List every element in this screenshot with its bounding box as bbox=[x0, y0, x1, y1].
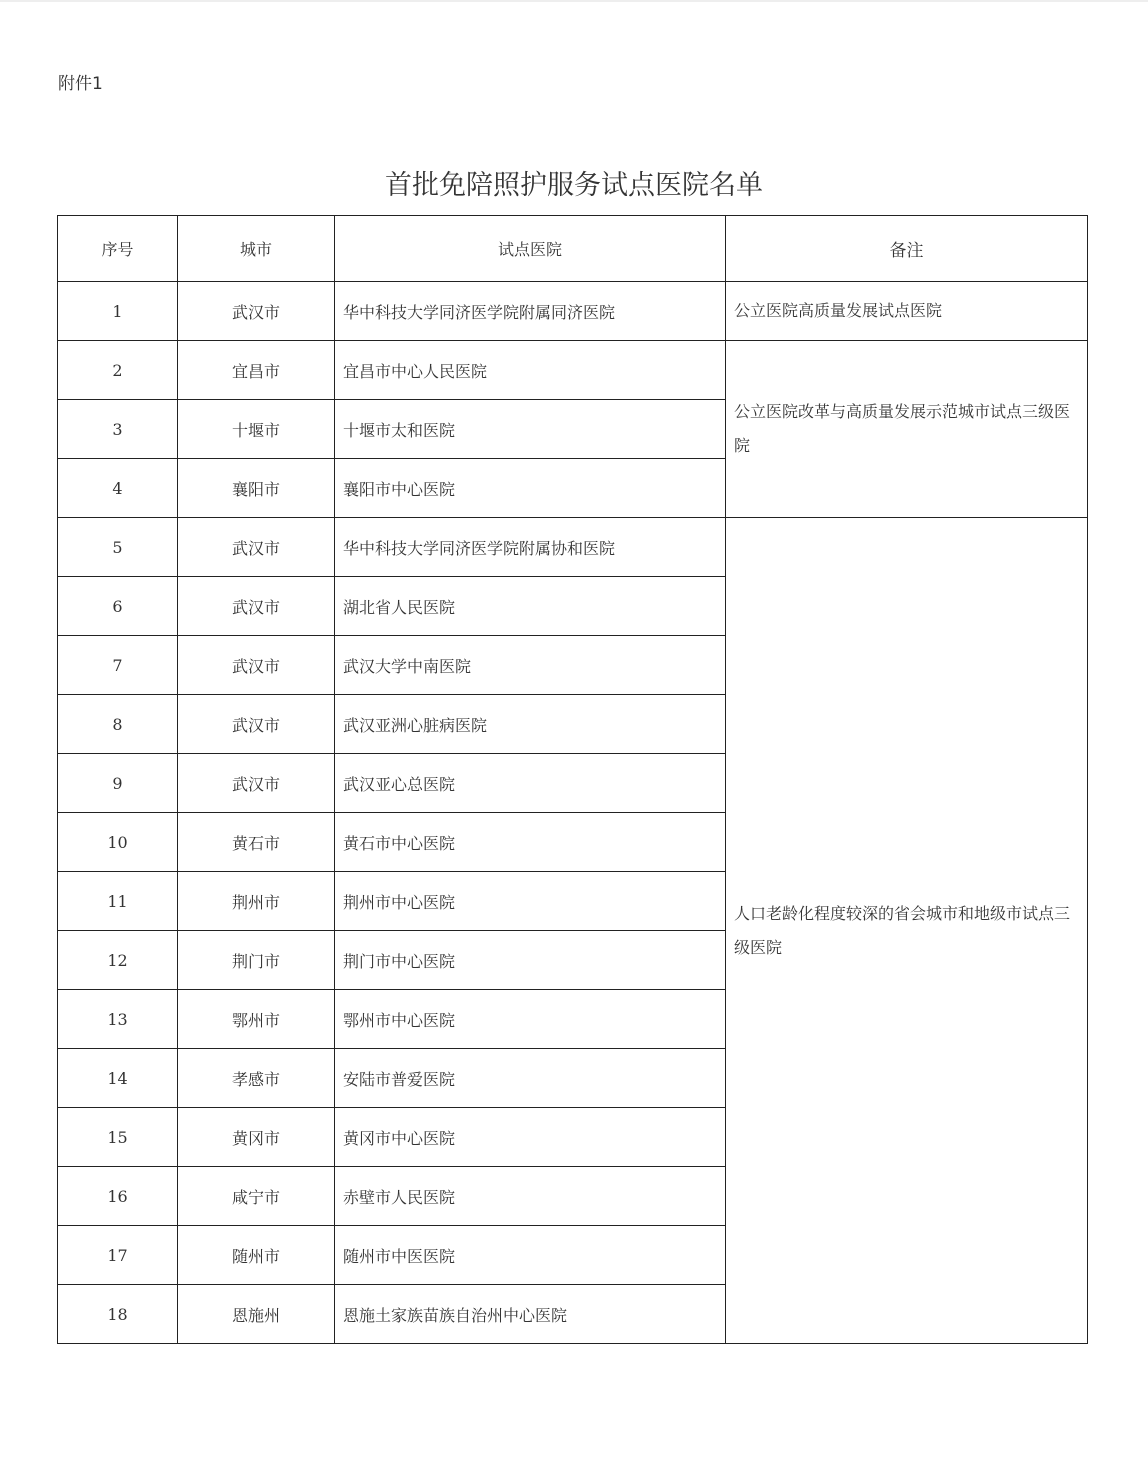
row-hospital: 赤壁市人民医院 bbox=[335, 1167, 726, 1226]
row-hospital: 荆门市中心医院 bbox=[335, 931, 726, 990]
row-hospital: 华中科技大学同济医学院附属同济医院 bbox=[335, 282, 726, 341]
row-hospital: 随州市中医医院 bbox=[335, 1226, 726, 1285]
row-hospital: 黄冈市中心医院 bbox=[335, 1108, 726, 1167]
row-hospital: 湖北省人民医院 bbox=[335, 577, 726, 636]
row-city: 武汉市 bbox=[178, 577, 335, 636]
row-hospital: 黄石市中心医院 bbox=[335, 813, 726, 872]
row-number: 7 bbox=[58, 636, 178, 695]
row-number: 16 bbox=[58, 1167, 178, 1226]
row-city: 荆门市 bbox=[178, 931, 335, 990]
row-hospital: 华中科技大学同济医学院附属协和医院 bbox=[335, 518, 726, 577]
row-city: 鄂州市 bbox=[178, 990, 335, 1049]
row-number: 11 bbox=[58, 872, 178, 931]
row-city: 武汉市 bbox=[178, 754, 335, 813]
row-city: 武汉市 bbox=[178, 636, 335, 695]
row-number: 4 bbox=[58, 459, 178, 518]
row-number: 13 bbox=[58, 990, 178, 1049]
row-city: 孝感市 bbox=[178, 1049, 335, 1108]
row-city: 武汉市 bbox=[178, 695, 335, 754]
row-city: 黄石市 bbox=[178, 813, 335, 872]
table-row bbox=[58, 518, 1088, 577]
header-note: 备注 bbox=[726, 216, 1088, 282]
row-number: 2 bbox=[58, 341, 178, 400]
row-hospital: 鄂州市中心医院 bbox=[335, 990, 726, 1049]
row-hospital: 恩施土家族苗族自治州中心医院 bbox=[335, 1285, 726, 1344]
row-number: 6 bbox=[58, 577, 178, 636]
row-hospital: 宜昌市中心人民医院 bbox=[335, 341, 726, 400]
row-number: 9 bbox=[58, 754, 178, 813]
row-number: 18 bbox=[58, 1285, 178, 1344]
row-hospital: 襄阳市中心医院 bbox=[335, 459, 726, 518]
table-row bbox=[58, 341, 1088, 400]
row-city: 十堰市 bbox=[178, 400, 335, 459]
row-city: 荆州市 bbox=[178, 872, 335, 931]
row-city: 随州市 bbox=[178, 1226, 335, 1285]
table-row bbox=[58, 282, 1088, 341]
row-city: 宜昌市 bbox=[178, 341, 335, 400]
row-number: 8 bbox=[58, 695, 178, 754]
row-number: 14 bbox=[58, 1049, 178, 1108]
row-city: 武汉市 bbox=[178, 518, 335, 577]
row-hospital: 安陆市普爱医院 bbox=[335, 1049, 726, 1108]
header-city: 城市 bbox=[178, 216, 335, 282]
row-hospital: 武汉亚心总医院 bbox=[335, 754, 726, 813]
row-number: 12 bbox=[58, 931, 178, 990]
row-note: 公立医院高质量发展试点医院 bbox=[726, 282, 1088, 341]
top-divider bbox=[0, 0, 1148, 2]
row-number: 15 bbox=[58, 1108, 178, 1167]
row-city: 黄冈市 bbox=[178, 1108, 335, 1167]
row-city: 武汉市 bbox=[178, 282, 335, 341]
header-no: 序号 bbox=[58, 216, 178, 282]
row-hospital: 荆州市中心医院 bbox=[335, 872, 726, 931]
row-number: 10 bbox=[58, 813, 178, 872]
document-title: 首批免陪照护服务试点医院名单 bbox=[385, 170, 763, 201]
row-hospital: 武汉亚洲心脏病医院 bbox=[335, 695, 726, 754]
row-note: 公立医院改革与高质量发展示范城市试点三级医院 bbox=[726, 341, 1088, 518]
row-city: 恩施州 bbox=[178, 1285, 335, 1344]
row-number: 1 bbox=[58, 282, 178, 341]
row-note: 人口老龄化程度较深的省会城市和地级市试点三级医院 bbox=[726, 518, 1088, 1344]
row-number: 5 bbox=[58, 518, 178, 577]
table-body bbox=[58, 282, 1088, 1344]
row-hospital: 十堰市太和医院 bbox=[335, 400, 726, 459]
row-city: 咸宁市 bbox=[178, 1167, 335, 1226]
header-hospital: 试点医院 bbox=[335, 216, 726, 282]
row-city: 襄阳市 bbox=[178, 459, 335, 518]
table-header-row bbox=[58, 216, 1088, 282]
attachment-label: 附件1 bbox=[58, 74, 103, 94]
pilot-hospital-table bbox=[57, 215, 1088, 1344]
row-number: 17 bbox=[58, 1226, 178, 1285]
row-number: 3 bbox=[58, 400, 178, 459]
row-hospital: 武汉大学中南医院 bbox=[335, 636, 726, 695]
